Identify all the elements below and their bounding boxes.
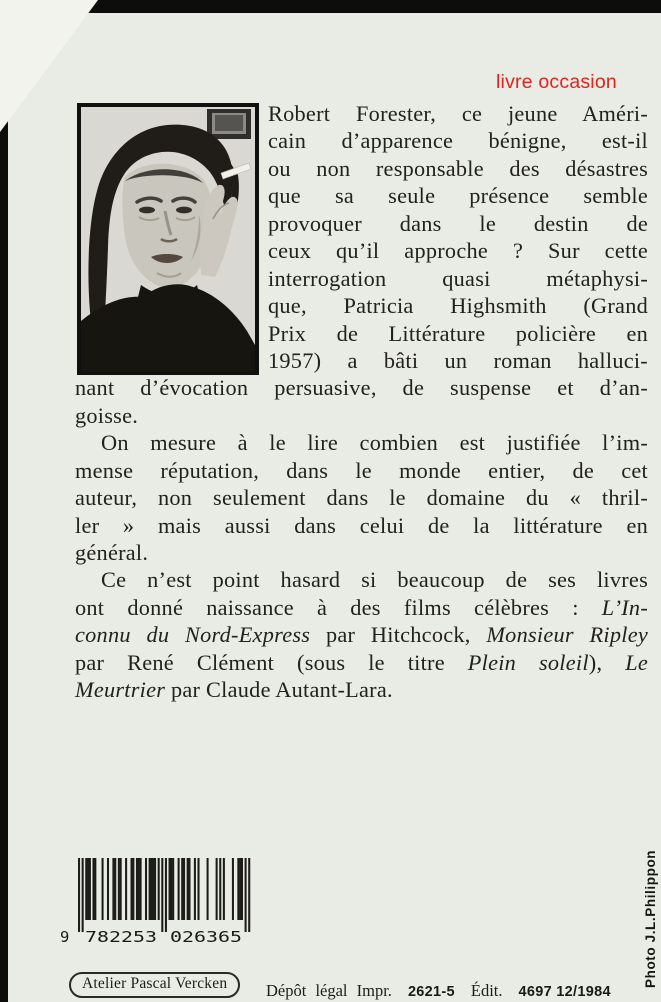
text-line: que sa seule présence semble [268,183,648,209]
text-line: mense réputation, dans le monde entier, de cet [75,457,648,483]
barcode-digits: 9 [60,928,70,946]
occasion-stamp: livre occasion [496,71,617,93]
barcode-digits: 026365 [170,928,242,946]
text-line: Ce n’est point hasard si beaucoup de ses livres [101,567,648,593]
text-line: par René Clément (sous le titre Plein soleil), Le [75,649,649,675]
text-line: ceux qu’il approche ? Sur cette [268,238,648,264]
page-edge-left [0,0,8,1002]
text-line: ou non responsable des désastres [268,155,648,181]
text-line: connu du Nord-Express par Hitchcock, Monsieur Ripley [75,622,648,648]
photo-credit: Photo J.L.Philippon [643,849,658,988]
publisher-stamp: Atelier Pascal Vercken [69,972,240,998]
imprint-part: Dépôt légal Impr. [266,981,392,1000]
text-line: Meurtrier par Claude Autant-Lara. [75,677,393,703]
barcode-digits: 782253 [85,928,157,946]
imprint-part: 2621-5 [407,984,455,1000]
text-line: auteur, non seulement dans le domaine du « thril- [75,485,648,511]
text-line: interrogation quasi métaphysi- [268,265,648,291]
page-edge-top [0,0,661,13]
text-line: que, Patricia Highsmith (Grand [268,293,648,319]
text-line: On mesure à le lire combien est justifiée l’im- [101,430,648,456]
text-line: général. [75,540,149,565]
text-line: cain d’apparence bénigne, est-il [268,128,648,154]
imprint-part: Édit. [470,981,503,1000]
text-line: goisse. [75,402,139,428]
imprint-line [266,981,627,1001]
text-line: provoquer dans le destin de [268,210,648,236]
author-photo [77,103,259,375]
author-portrait-illustration [81,107,255,371]
text-line: ler » mais aussi dans celui de la littérature en [75,512,648,538]
barcode [58,858,252,951]
text-line: nant d’évocation persuasive, de suspense et d’an- [75,375,648,401]
text-line: ont donné naissance à des films célèbres : L’In- [75,594,648,620]
imprint-part: 4697 12/1984 [518,984,611,1000]
text-line: Robert Forester, ce jeune Améri- [268,101,648,126]
text-line: Prix de Littérature policière en [268,320,648,346]
text-line: 1957) a bâti un roman halluci- [268,347,648,373]
